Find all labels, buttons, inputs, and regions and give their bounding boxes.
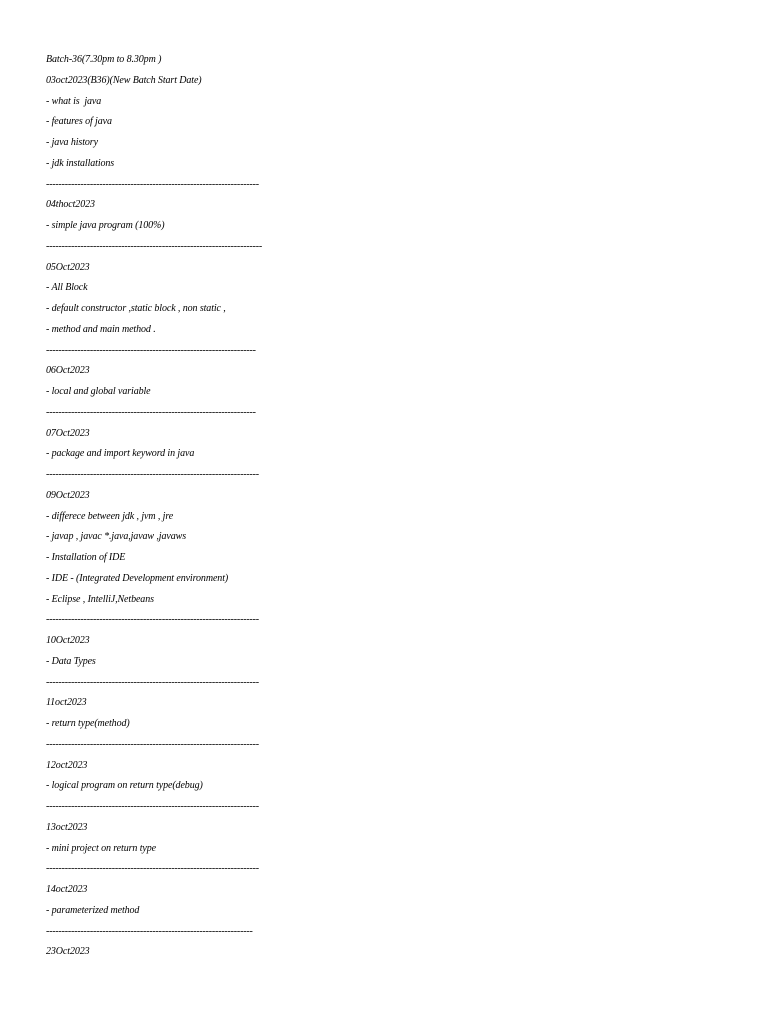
topic-line: - logical program on return type(debug) (46, 780, 203, 792)
topic-line: - Eclipse , IntelliJ,Netbeans (46, 593, 154, 605)
topic-line: - differece between jdk , jvm , jre (46, 510, 174, 522)
date-heading: 12oct2023 (46, 759, 88, 771)
separator-line: -------------------------------------------------------------------- (46, 676, 259, 688)
topic-line: - default constructor ,static block , non static , (46, 303, 226, 314)
document-page (46, 50, 726, 963)
date-heading: 13oct2023 (46, 821, 88, 833)
separator-line: -------------------------------------------------------------------- (46, 801, 259, 812)
separator-line: ------------------------------------------------------------------- (46, 406, 256, 418)
date-heading: 23Oct2023 (46, 946, 90, 958)
topic-line: - Data Types (46, 655, 96, 667)
separator-line: --------------------------------------------------------------------- (46, 240, 262, 252)
topic-line: - jdk installations (46, 157, 115, 169)
separator-line: ------------------------------------------------------------------- (46, 344, 256, 356)
topic-line: - simple java program (100%) (46, 220, 165, 231)
date-heading: 03oct2023(B36)(New Batch Start Date) (46, 74, 202, 86)
topic-line: - mini project on return type (46, 842, 156, 854)
topic-line: - javap , javac *.java,javaw ,javaws (46, 531, 186, 543)
separator-line: -------------------------------------------------------------------- (46, 614, 259, 626)
topic-line: - parameterized method (46, 904, 140, 916)
separator-line: -------------------------------------------------------------------- (46, 863, 259, 875)
topic-line: - java history (46, 137, 98, 148)
batch-title: Batch-36(7.30pm to 8.30pm ) (46, 54, 162, 65)
topic-line: - what is java (46, 95, 102, 107)
topic-line: - package and import keyword in java (46, 448, 195, 460)
separator-line: ------------------------------------------------------------------ (46, 925, 253, 937)
topic-line: - method and main method . (46, 323, 156, 335)
topic-line: - features of java (46, 116, 112, 128)
topic-line: - return type(method) (46, 718, 130, 729)
date-heading: 06Oct2023 (46, 365, 90, 377)
date-heading: 04thoct2023 (46, 199, 95, 211)
topic-line: - All Block (46, 282, 88, 294)
date-heading: 11oct2023 (46, 697, 87, 709)
topic-line: - Installation of IDE (46, 552, 126, 563)
date-heading: 09Oct2023 (46, 489, 90, 501)
separator-line: -------------------------------------------------------------------- (46, 178, 259, 190)
separator-line: -------------------------------------------------------------------- (46, 738, 259, 750)
date-heading: 10Oct2023 (46, 635, 90, 646)
date-heading: 05Oct2023 (46, 261, 90, 273)
date-heading: 14oct2023 (46, 884, 88, 895)
separator-line: -------------------------------------------------------------------- (46, 469, 259, 480)
topic-line: - IDE - (Integrated Development environment) (46, 572, 229, 584)
topic-line: - local and global variable (46, 386, 151, 397)
date-heading: 07Oct2023 (46, 427, 90, 439)
